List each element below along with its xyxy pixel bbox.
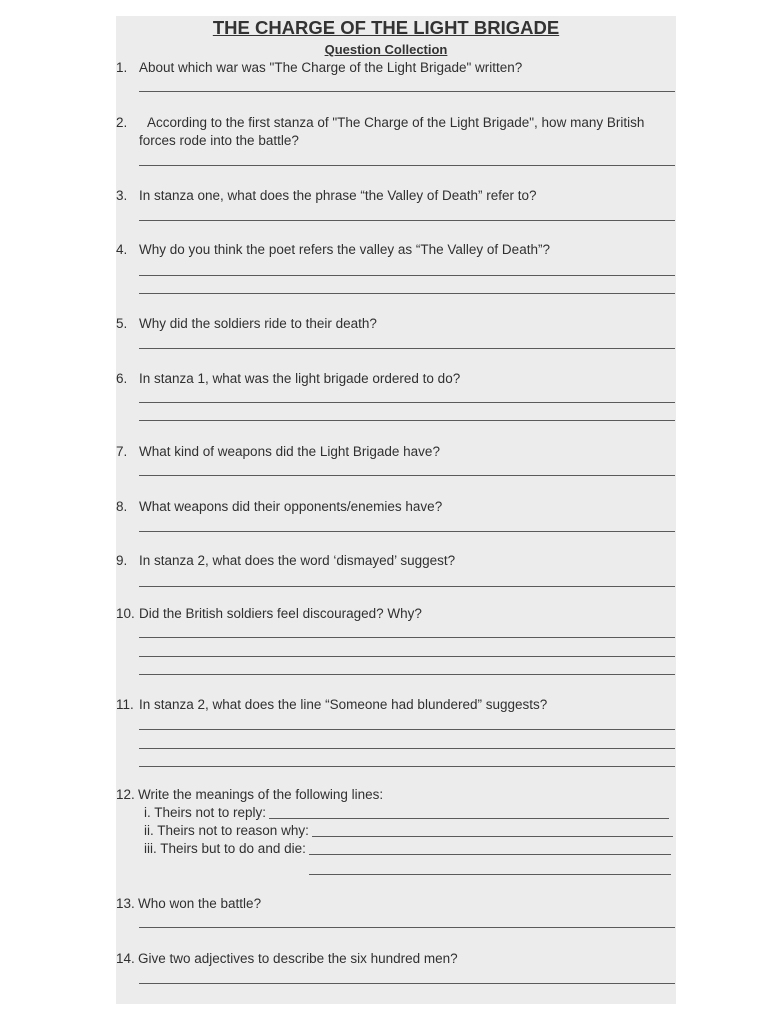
question-text-2-line2: forces rode into the battle? [139, 133, 299, 148]
question-text-9: In stanza 2, what does the word ‘dismayed’ suggest? [139, 553, 456, 568]
question-text-3: In stanza one, what does the phrase “the Valley of Death” refer to? [139, 188, 537, 203]
answer-line[interactable] [139, 420, 675, 421]
question-number-5: 5. [116, 316, 128, 331]
answer-line[interactable] [139, 983, 675, 984]
answer-line[interactable] [139, 165, 675, 166]
question-number-3: 3. [116, 188, 128, 203]
answer-line[interactable] [309, 874, 671, 875]
answer-line[interactable] [139, 402, 675, 403]
worksheet-title: THE CHARGE OF THE LIGHT BRIGADE [212, 17, 560, 38]
question-text-14: Give two adjectives to describe the six hundred men? [138, 951, 458, 966]
question-12-sub-iii: iii. Theirs but to do and die: [144, 841, 306, 856]
answer-line[interactable] [139, 586, 675, 587]
answer-line[interactable] [139, 293, 675, 294]
question-number-9: 9. [116, 553, 128, 568]
question-number-11: 11. [116, 697, 134, 712]
worksheet-subtitle: Question Collection [324, 42, 448, 57]
question-number-1: 1. [116, 60, 128, 75]
answer-line[interactable] [139, 637, 675, 638]
question-number-6: 6. [116, 371, 128, 386]
question-number-14: 14. [116, 951, 135, 966]
question-text-4: Why do you think the poet refers the valley as “The Valley of Death”? [139, 242, 550, 257]
worksheet-page [116, 16, 676, 1004]
question-text-11: In stanza 2, what does the line “Someone had blundered” suggests? [139, 697, 548, 712]
answer-line[interactable] [139, 927, 675, 928]
question-number-2: 2. [116, 115, 128, 130]
question-12-sub-ii: ii. Theirs not to reason why: [144, 823, 309, 838]
answer-line[interactable] [139, 748, 675, 749]
answer-line[interactable] [139, 531, 675, 532]
answer-line[interactable] [139, 674, 675, 675]
answer-line[interactable] [139, 729, 675, 730]
answer-line[interactable] [139, 475, 675, 476]
answer-line[interactable] [139, 656, 675, 657]
answer-line[interactable] [309, 854, 671, 855]
question-text-6: In stanza 1, what was the light brigade ordered to do? [139, 371, 461, 386]
question-text-2-line1: According to the first stanza of "The Charge of the Light Brigade", how many British [147, 115, 645, 130]
answer-line[interactable] [312, 836, 673, 837]
question-number-13: 13. [116, 896, 135, 911]
question-text-8: What weapons did their opponents/enemies have? [139, 499, 443, 514]
question-number-12: 12. [116, 787, 135, 802]
answer-line[interactable] [139, 220, 675, 221]
question-text-12: Write the meanings of the following lines: [138, 787, 384, 802]
question-text-13: Who won the battle? [138, 896, 262, 911]
question-text-7: What kind of weapons did the Light Brigade have? [139, 444, 440, 459]
question-12-sub-i: i. Theirs not to reply: [144, 805, 267, 820]
answer-line[interactable] [139, 348, 675, 349]
answer-line[interactable] [139, 766, 675, 767]
question-text-10: Did the British soldiers feel discouraged? Why? [139, 606, 422, 621]
answer-line[interactable] [139, 91, 675, 92]
question-text-5: Why did the soldiers ride to their death? [139, 316, 377, 331]
answer-line[interactable] [139, 275, 675, 276]
question-number-8: 8. [116, 499, 128, 514]
question-number-10: 10. [116, 606, 135, 621]
question-number-4: 4. [116, 242, 128, 257]
answer-line[interactable] [269, 818, 669, 819]
question-number-7: 7. [116, 444, 128, 459]
question-text-1: About which war was "The Charge of the Light Brigade" written? [139, 60, 523, 75]
